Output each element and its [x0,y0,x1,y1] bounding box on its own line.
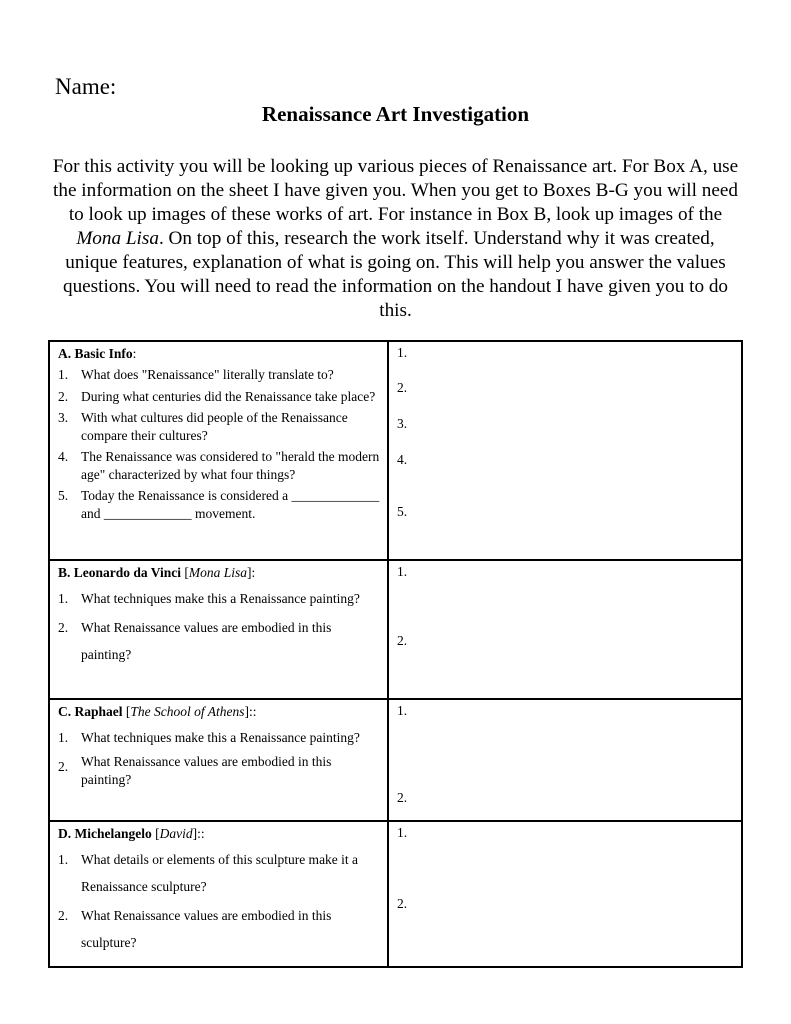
box-b-row [49,560,742,699]
box-c-suffix: :: [249,704,257,719]
box-a-row [49,341,742,560]
box-d-question-1 [58,846,381,900]
box-b-question-1 [58,585,381,612]
box-a-answer-2: 2. [397,380,408,395]
box-b-question-2 [58,614,381,668]
question-text: What Renaissance values are embodied in this painting? [81,620,332,662]
box-c-answer-2: 2. [397,790,408,805]
box-a-suffix: : [132,346,137,361]
box-a-answer-1: 1. [397,345,408,360]
question-number: 1. [58,367,69,382]
box-c-label: C. Raphael [58,704,123,719]
question-number: 2. [58,620,69,635]
box-c-questions [49,699,388,821]
name-label: Name: [55,74,117,99]
question-text: What techniques make this a Renaissance painting? [81,730,360,745]
box-c-question-list [58,724,381,788]
box-c-row [49,699,742,821]
question-text: With what cultures did people of the Renaissance compare their cultures? [81,410,348,443]
box-a-questions [49,341,388,560]
question-text: What details or elements of this sculpture make it a Renaissance sculpture? [81,852,359,894]
intro-italic-title: Mona Lisa [76,228,159,249]
box-c-question-2 [58,753,381,788]
question-number: 1. [58,591,69,606]
box-a-answer-5: 5. [397,504,408,519]
question-text: During what centuries did the Renaissance take place? [81,388,376,404]
box-b-answers[interactable] [388,560,742,699]
box-b-answer-1: 1. [397,564,408,579]
box-d-question-list [58,846,381,956]
box-b-label: B. Leonardo da Vinci [58,565,182,580]
box-a-answer-4: 4. [397,452,408,467]
question-number: 4. [58,449,69,464]
box-d-questions [49,821,388,967]
box-b-suffix: : [251,565,256,580]
box-c-question-1 [58,724,381,751]
investigation-table [48,340,743,968]
question-number: 1. [58,852,69,867]
box-b-heading: B. Leonardo da Vinci [Mona Lisa]: [58,565,256,580]
box-b-question-list [58,585,381,668]
question-number: 2. [58,759,69,774]
question-text: What Renaissance values are embodied in this painting? [81,754,332,787]
question-number: 5. [58,488,69,503]
box-d-label: D. Michelangelo [58,826,152,841]
box-b-work: Mona Lisa [188,565,248,580]
box-d-question-2 [58,902,381,956]
box-a-heading [58,345,381,363]
question-number: 2. [58,388,69,404]
box-a-question-4 [58,448,381,483]
intro-paragraph [48,155,743,323]
box-a-question-5 [58,487,381,522]
question-number: 1. [58,730,69,745]
question-text: What Renaissance values are embodied in this sculpture? [81,908,332,950]
box-d-answers[interactable] [388,821,742,967]
box-d-work: David [159,826,193,841]
box-a-label: A. Basic Info [58,346,133,361]
box-c-answer-1: 1. [397,703,408,718]
box-c-answers[interactable] [388,699,742,821]
box-a-answer-3: 3. [397,416,408,431]
question-text: The Renaissance was considered to "herald the modern age" characterized by what four things? [81,449,380,482]
box-d-answer-2: 2. [397,896,408,911]
question-text: What techniques make this a Renaissance painting? [81,591,360,606]
question-text: Today the Renaissance is considered a _____________ and _____________ movement. [81,488,380,521]
intro-text-end: . On top of this, research the work itself. Understand why it was created, unique features, explanation of what is going on. This will help you answer the values questions. You will need to read the information on the handout I have given you to do this. [62,228,729,321]
box-b-answer-2: 2. [397,633,408,648]
box-c-heading: C. Raphael [The School of Athens]:: [58,704,257,719]
box-a-question-2 [58,388,381,406]
box-a-answers[interactable] [388,341,742,560]
question-number: 2. [58,908,69,923]
box-c-work: The School of Athens [130,704,245,719]
box-a-question-3 [58,409,381,444]
box-d-suffix: :: [197,826,205,841]
box-d-heading: D. Michelangelo [David]:: [58,826,205,841]
box-d-row [49,821,742,967]
question-text: What does "Renaissance" literally translate to? [81,367,334,382]
box-d-answer-1: 1. [397,825,408,840]
box-b-questions [49,560,388,699]
box-a-question-1 [58,366,381,384]
intro-text-start: For this activity you will be looking up various pieces of Renaissance art. For Box A, use the information on the sheet I have given you. When you get to Boxes B-G you will need to look up images of these works of art. For instance in Box B, look up images of the [52,156,739,225]
page-title: Renaissance Art Investigation [261,102,530,126]
box-a-question-list [58,366,381,522]
question-number: 3. [58,410,69,425]
